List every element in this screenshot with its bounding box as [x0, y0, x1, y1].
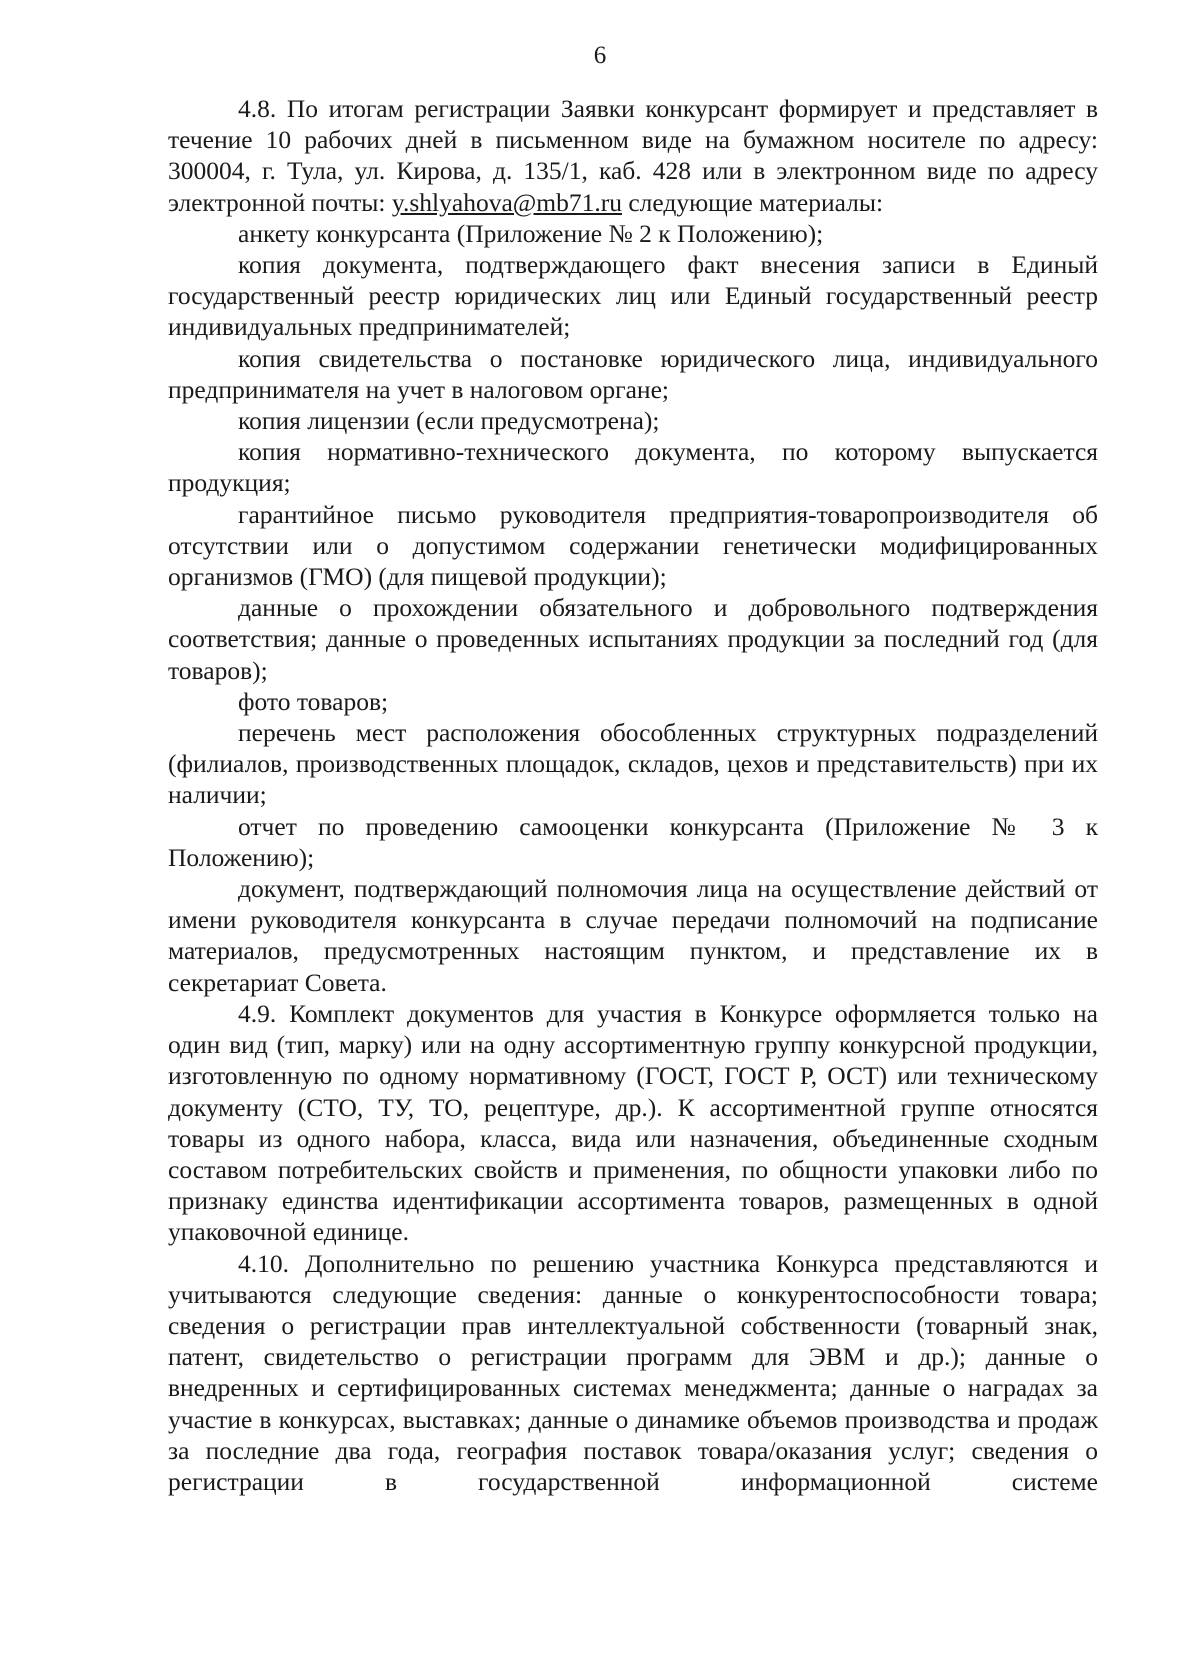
list-item: копия свидетельства о постановке юридического лица, индивидуального предпринимателя на учет в налоговом органе;: [168, 343, 1098, 404]
paragraph-4-9: 4.9. Комплект документов для участия в Конкурсе оформляется только на один вид (тип, марку) или на одну ассортиментную группу конкурсной продукции, изготовленную по одному нормативному (ГОСТ, ГОСТ Р, ОСТ) или техническому документу (СТО, ТУ, ТО, рецептуре, др.). К ассортиментной группе относятся товары из одного набора, класса, вида или назначения, объединенные сходным составом потребительских свойств и применения, по общности упаковки либо по признаку единства идентификации ассортимента товаров, размещенных в одной упаковочной единице.: [168, 998, 1098, 1247]
list-item: гарантийное письмо руководителя предприятия-товаропроизводителя об отсутствии или о допустимом содержании генетически модифицированных организмов (ГМО) (для пищевой продукции);: [168, 499, 1098, 592]
list-item: копия лицензии (если предусмотрена);: [238, 406, 660, 436]
list-item: копия нормативно-технического документа, по которому выпускается продукция;: [168, 437, 1098, 498]
paragraph-4-8-text: 4.8. По итогам регистрации Заявки конкурсант формирует и представляет в течение 10 рабочих дней в письменном виде на бумажном носителе по адресу: 300004, г. Тула, ул. Кирова, д. 135/1, каб. 428 или в электронном виде по адресу электронной почты:: [168, 94, 1098, 217]
list-item: перечень мест расположения обособленных структурных подразделений (филиалов, производственных площадок, складов, цехов и представительств) при их наличии;: [168, 718, 1098, 810]
list-item: данные о прохождении обязательного и добровольного подтверждения соответствия; данные о проведенных испытаниях продукции за последний год (для товаров);: [168, 593, 1098, 685]
list-item: отчет по проведению самооценки конкурсанта (Приложение № 3 к Положению);: [168, 811, 1098, 872]
list-item: копия документа, подтверждающего факт внесения записи в Единый государственный реестр юридических лиц или Единый государственный реестр индивидуальных предпринимателей;: [168, 250, 1098, 342]
paragraph-4-8-tail: следующие материалы:: [621, 187, 884, 217]
page-number: 6: [593, 42, 607, 69]
email-link[interactable]: y.shlyahova@mb71.ru: [391, 187, 622, 217]
list-item: документ, подтверждающий полномочия лица на осуществление действий от имени руководителя конкурсанта в случае передачи полномочий на подписание материалов, предусмотренных настоящим пунктом, и представление их в секретариат Совета.: [168, 874, 1098, 997]
list-item: анкету конкурсанта (Приложение № 2 к Положению);: [238, 218, 824, 248]
document-body: [168, 93, 1098, 1497]
paragraph-4-10: 4.10. Дополнительно по решению участника Конкурса представляются и учитываются следующие сведения: данные о конкурентоспособности товара; сведения о регистрации прав интеллектуальной собственности (товарный знак, патент, свидетельство о регистрации программ для ЭВМ и др.); данные о внедренных и сертифицированных системах менеджмента; данные о наградах за участие в конкурсах, выставках; данные о динамике объемов производства и продаж за последние два года, география поставок товара/оказания услуг; сведения о регистрации в государственной информационной системе: [168, 1248, 1098, 1496]
list-item: фото товаров;: [238, 686, 389, 716]
paragraph-4-8: [168, 93, 1098, 218]
